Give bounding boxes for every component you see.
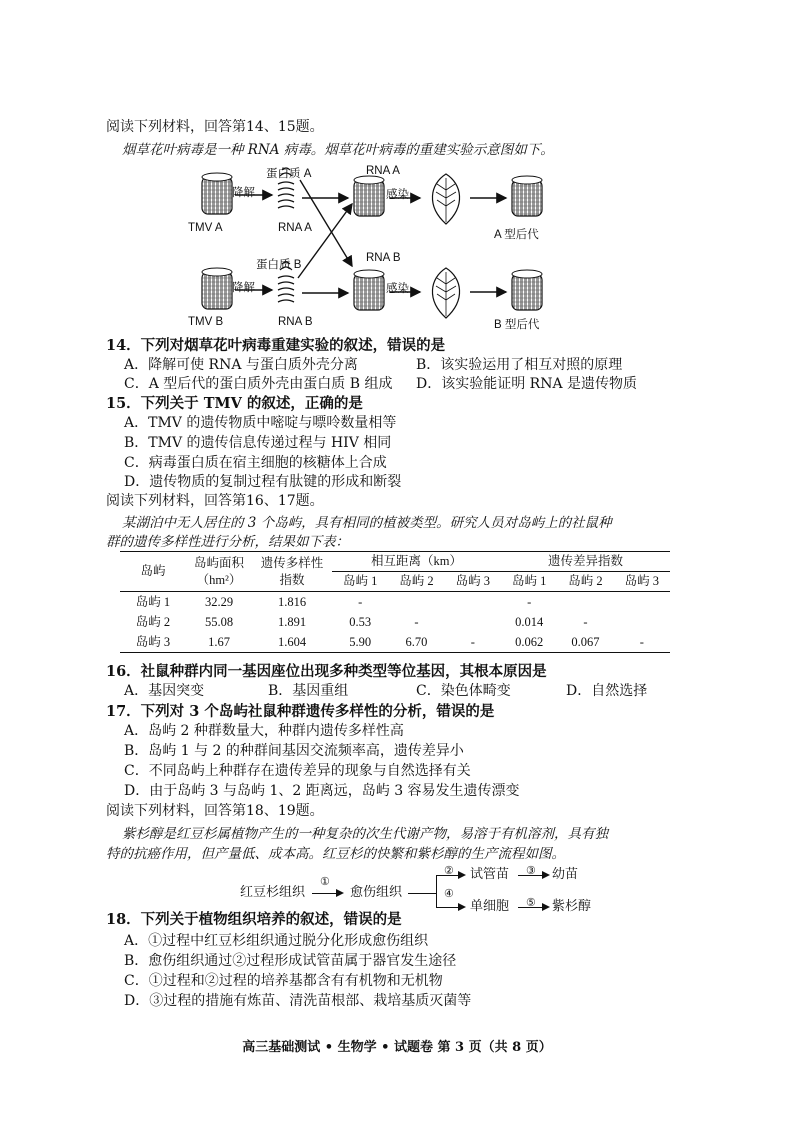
table-cell: 6.70: [405, 635, 428, 649]
table-row: [120, 592, 670, 613]
table-cell: [557, 592, 613, 613]
th-dist-island-1: 岛屿 1: [342, 574, 378, 588]
table-cell: [445, 612, 501, 632]
q14-option-c: C．A 型后代的蛋白质外壳由蛋白质 B 组成: [124, 376, 393, 392]
table-cell: 1.816: [277, 595, 307, 609]
q16-option-c: C．染色体畸变: [416, 683, 511, 699]
label-rna-b-right: RNA B: [366, 252, 401, 264]
q14-option-d: D．该实验能证明 RNA 是遗传物质: [416, 376, 638, 392]
th-diversity-line1: 遗传多样性: [260, 555, 324, 570]
offspring-a-virus-icon: [512, 176, 542, 216]
table-cell: 1.67: [208, 635, 230, 649]
material-18-19-line1: 紫杉醇是红豆杉属植物产生的一种复杂的次生代谢产物，易溶于有机溶剂，具有独: [122, 826, 608, 842]
table-cell: 1.604: [277, 635, 307, 649]
table-cell: -: [414, 615, 419, 629]
table-cell: -: [470, 635, 475, 649]
th-area-line1: 岛屿面积: [193, 555, 244, 570]
q18-option-a: A．①过程中红豆杉组织通过脱分化形成愈伤组织: [124, 933, 429, 949]
flow-seedling: 幼苗: [552, 867, 579, 882]
reconstructed-virus-a-icon: [354, 176, 384, 216]
label-rna-a-left: RNA A: [278, 222, 312, 234]
label-protein-a: 蛋白质 A: [266, 168, 312, 180]
material-18-19-line2: 特的抗癌作用，但产量低、成本高。红豆杉的快繁和紫杉醇的生产流程如图。: [106, 846, 565, 862]
th-distance: 相互距离（km）: [332, 552, 501, 572]
q15-option-a: A．TMV 的遗传物质中嘧啶与嘌呤数量相等: [124, 415, 397, 431]
flow-step-1: ①: [320, 875, 330, 888]
flow-step-5: ⑤: [526, 896, 536, 909]
tobacco-leaf-b-icon: [432, 268, 459, 318]
q15-option-c: C．病毒蛋白质在宿主细胞的核糖体上合成: [124, 455, 387, 471]
table-cell: 0.067: [571, 635, 600, 649]
section-intro-14-15: 阅读下列材料，回答第14、15题。: [106, 119, 324, 135]
label-infect-b: 感染: [386, 283, 409, 295]
table-cell: 0.53: [349, 615, 372, 629]
q17-option-d: D．由于岛屿 3 与岛屿 1、2 距离远，岛屿 3 容易发生遗传漂变: [124, 783, 520, 799]
flow-test-tube-seedling: 试管苗: [470, 867, 510, 882]
th-area-line2: （hm²）: [196, 572, 242, 587]
label-tmv-b: TMV B: [188, 316, 224, 328]
material-16-17-line1: 某湖泊中无人居住的 3 个岛屿，具有相同的植被类型。研究人员对岛屿上的社鼠种: [122, 515, 612, 531]
th-diff-island-2: 岛屿 2: [568, 574, 603, 588]
table-cell: [614, 592, 670, 613]
th-island: 岛屿: [140, 564, 166, 578]
flow-tissue: 红豆杉组织: [240, 885, 306, 900]
q15-option-b: B．TMV 的遗传信息传递过程与 HIV 相同: [124, 435, 392, 451]
th-diff-island-1: 岛屿 1: [511, 574, 547, 588]
label-offspring-a: A 型后代: [494, 229, 539, 241]
table-cell: 岛屿 2: [135, 615, 171, 629]
section-intro-18-19: 阅读下列材料，回答第18、19题。: [106, 803, 324, 819]
q18-option-d: D．③过程的措施有炼苗、清洗苗根部、栽培基质灭菌等: [124, 993, 472, 1009]
question-15-stem: 15．下列关于 TMV 的叙述，正确的是: [106, 395, 363, 412]
q17-option-b: B．岛屿 1 与 2 的种群间基因交流频率高，遗传差异小: [124, 743, 464, 759]
question-18-stem: 18．下列关于植物组织培养的叙述，错误的是: [106, 911, 402, 928]
material-16-17-line2: 群的遗传多样性进行分析，结果如下表：: [106, 534, 349, 550]
table-cell: 0.014: [515, 615, 544, 629]
table-cell: -: [583, 615, 588, 629]
material-14-15: 烟草花叶病毒是一种 RNA 病毒。烟草花叶病毒的重建实验示意图如下。: [122, 142, 554, 158]
table-cell: -: [358, 595, 363, 609]
table-cell: [445, 592, 501, 613]
label-offspring-b: B 型后代: [494, 319, 540, 331]
table-cell: 1.891: [277, 615, 307, 629]
table-cell: -: [527, 595, 532, 609]
offspring-b-virus-icon: [512, 270, 542, 310]
table-cell: 5.90: [349, 635, 372, 649]
flow-step-3: ③: [526, 864, 536, 877]
tmv-a-virus-icon: [202, 173, 232, 214]
th-dist-island-2: 岛屿 2: [399, 574, 434, 588]
section-intro-16-17: 阅读下列材料，回答第16、17题。: [106, 493, 324, 509]
th-diversity-line2: 指数: [279, 572, 305, 587]
label-rna-b-left: RNA B: [278, 316, 313, 328]
genetic-diversity-table: [120, 552, 670, 653]
table-cell: -: [639, 635, 644, 649]
question-16-stem: 16．社鼠种群内同一基因座位出现多种类型等位基因，其根本原因是: [106, 663, 547, 680]
table-cell: 岛屿 1: [135, 595, 171, 609]
table-cell: [388, 592, 444, 613]
q17-option-c: C．不同岛屿上种群存在遗传差异的现象与自然选择有关: [124, 763, 471, 779]
question-14-stem: 14．下列对烟草花叶病毒重建实验的叙述，错误的是: [106, 337, 446, 354]
q14-option-a: A．降解可使 RNA 与蛋白质外壳分离: [124, 357, 358, 373]
label-infect-a: 感染: [386, 189, 409, 201]
table-cell: 岛屿 3: [135, 635, 171, 649]
flow-taxol: 紫杉醇: [552, 899, 592, 914]
q16-option-d: D．自然选择: [566, 683, 648, 699]
table-cell: 55.08: [204, 615, 234, 629]
question-17-stem: 17．下列对 3 个岛屿社鼠种群遗传多样性的分析，错误的是: [106, 703, 495, 720]
label-degrade-b: 降解: [232, 282, 255, 294]
q14-option-b: B．该实验运用了相互对照的原理: [416, 357, 623, 373]
table-cell: [614, 612, 670, 632]
flow-step-4: ④: [444, 887, 454, 900]
tobacco-leaf-a-icon: [432, 174, 459, 224]
flow-callus: 愈伤组织: [350, 885, 403, 900]
tmv-b-virus-icon: [202, 268, 232, 309]
q18-option-c: C．①过程和②过程的培养基都含有有机物和无机物: [124, 973, 443, 989]
q16-option-b: B．基因重组: [268, 683, 349, 699]
label-rna-a-right: RNA A: [366, 165, 400, 177]
table-row: [120, 612, 670, 632]
table-cell: 32.29: [204, 595, 234, 609]
q18-option-b: B．愈伤组织通过②过程形成试管苗属于器官发生途径: [124, 953, 457, 969]
th-diff-island-3: 岛屿 3: [624, 574, 660, 588]
flow-single-cell: 单细胞: [470, 899, 510, 914]
table-row: [120, 632, 670, 653]
q16-option-a: A．基因突变: [124, 683, 205, 699]
label-degrade-a: 降解: [232, 187, 255, 199]
th-dist-island-3: 岛屿 3: [455, 574, 491, 588]
page-footer: 高三基础测试 • 生物学 • 试题卷 第 3 页（共 8 页）: [242, 1040, 552, 1055]
reconstructed-virus-b-icon: [354, 270, 384, 310]
label-tmv-a: TMV A: [188, 222, 223, 234]
label-protein-b: 蛋白质 B: [256, 259, 302, 271]
q15-option-d: D．遗传物质的复制过程有肽键的形成和断裂: [124, 474, 402, 490]
table-cell: 0.062: [515, 635, 544, 649]
th-difference: 遗传差异指数: [501, 552, 670, 572]
q17-option-a: A．岛屿 2 种群数量大，种群内遗传多样性高: [124, 723, 404, 739]
flow-step-2: ②: [444, 864, 454, 877]
